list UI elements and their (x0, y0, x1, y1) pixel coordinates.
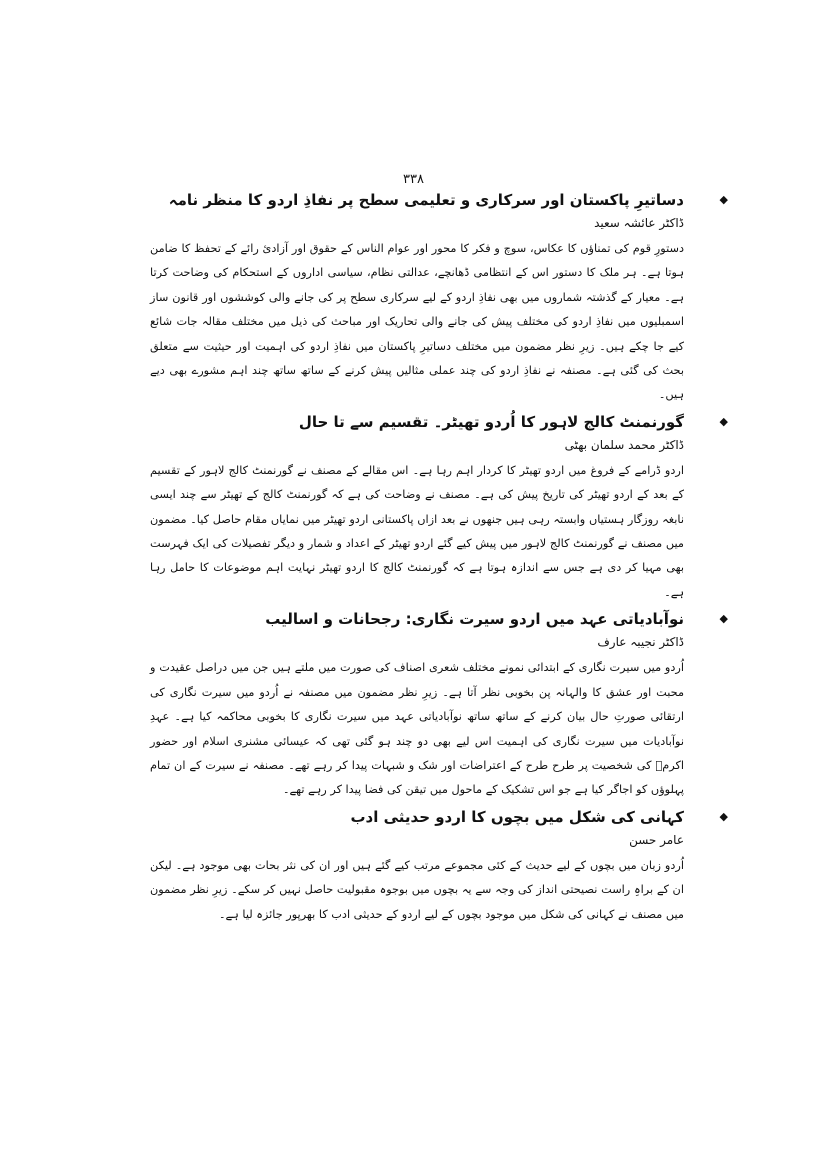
entry-title: نوآبادیاتی عہد میں اردو سیرت نگاری: رجحانات و اسالیب (265, 610, 684, 629)
diamond-bullet-icon: ◆ (719, 809, 728, 823)
entry (150, 607, 728, 802)
entry-heading (150, 607, 728, 631)
entry-heading (150, 410, 728, 434)
page-number: ۳۳۸ (403, 172, 424, 187)
entry-heading (150, 805, 728, 829)
entry (150, 805, 728, 927)
diamond-bullet-icon: ◆ (719, 612, 728, 626)
entry-summary: اُردو زبان میں بچوں کے لیے حدیث کے کئی مجموعے مرتب کیے گئے ہیں اور ان کی نثر بحات بھی موجود ہے۔ لیکن ان کے براہِ راست نصیحتی انداز کی وجہ سے یہ بچوں میں بوجوہ مقبولیت حاصل نہیں کر سکے۔ زیرِ نظر مضمون میں مصنف نے کہانی کی شکل میں موجود بچوں کے لیے اردو کے حدیثی ادب کا بھرپور جائزہ لیا ہے۔ (150, 858, 684, 921)
diamond-bullet-icon: ◆ (719, 193, 728, 206)
entry-title: دساتیرِ پاکستان اور سرکاری و تعلیمی سطح پر نفاذِ اردو کا منظر نامہ (168, 191, 684, 209)
entry-author: ڈاکٹر محمد سلمان بھٹی (564, 437, 684, 452)
entry-author: ڈاکٹر عائشہ سعید (594, 216, 684, 230)
entry-summary: اُردو میں سیرت نگاری کے ابتدائی نمونے مختلف شعری اصناف کی صورت میں ملتے ہیں جن میں دراصل عقیدت و محبت اور عشق کا والہانہ پن بخوبی نظر آتا ہے۔ زیرِ نظر مضمون میں مصنفہ نے اُردو میں سیرت نگاری کی ارتقائی صورتِ حال بیان کرنے کے ساتھ ساتھ نوآبادیاتی عہد میں سیرت نگاری کا بخوبی محاکمہ کیا ہے۔ عہدِ نوآبادیات میں سیرت نگاری کی اہمیت اس لیے بھی دو چند ہو گئی تھی کہ عیسائی مشنری اسلام اور حضور اکرمؐ کی شخصیت پر طرح طرح کے اعتراضات اور شک و شبہات پیدا کر رہے تھے۔ مصنفہ نے سیرت کے ان تمام پہلوؤں کو اجاگر کیا ہے جو اس تشکیک کے ماحول میں تیقن کی فضا پیدا کر رہے تھے۔ (150, 661, 684, 797)
entry-heading (150, 188, 728, 212)
entry-author: عامر حسن (629, 832, 684, 847)
entry-title: گورنمنٹ کالج لاہور کا اُردو تھیٹر۔ تقسیم سے تا حال (298, 412, 684, 431)
diamond-bullet-icon: ◆ (719, 414, 728, 428)
entry (150, 410, 728, 605)
entry-summary: دستورِ قوم کی تمناؤں کا عکاس، سوچ و فکر کا محور اور عوام الناس کے حقوق اور آزادیٔ رائے کے تحفظ کا ضامن ہوتا ہے۔ ہر ملک کا دستور اس کے انتظامی ڈھانچے، عدالتی نظام، سیاسی اداروں کے استحکام کی وضاحت کرتا ہے۔ معیار کے گذشتہ شماروں میں بھی نفاذِ اردو کے لیے سرکاری سطح پر کی جانے والی کوششوں اور قانون ساز اسمبلیوں میں نفاذِ اردو کی مختلف پیش کی جانے والی تحاریک اور مباحث کی ذیل میں مختلف مقالہ جات شائع کیے جا چکے ہیں۔ زیرِ نظر مضمون میں مختلف دساتیرِ پاکستان میں نفاذِ اردو کی اہمیت اور حیثیت سے متعلق بحث کی گئی ہے۔ مصنفہ نے نفاذِ اردو کی چند عملی مثالیں پیش کرنے کے ساتھ ساتھ چند اہم مشورے بھی دیے ہیں۔ (150, 242, 684, 402)
entry-author: ڈاکٹر نجیبہ عارف (597, 635, 684, 650)
entry-summary: اردو ڈرامے کے فروغ میں اردو تھیٹر کا کردار اہم رہا ہے۔ اس مقالے کے مصنف نے گورنمنٹ کالج لاہور کے تقسیم کے بعد کے اردو تھیٹر کی تاریخ پیش کی ہے۔ مصنف نے وضاحت کی ہے کہ گورنمنٹ کالج کے تھیٹر سے چند ایسی نابغہ روزگار ہستیاں وابستہ رہی ہیں جنھوں نے بعد ازاں پاکستانی اردو تھیٹر میں نمایاں مقام حاصل کیا۔ مضمون میں مصنف نے گورنمنٹ کالج لاہور میں پیش کیے گئے اردو تھیٹر کے اعداد و شمار و دیگر تفصیلات کی ایک فہرست بھی مہیا کر دی ہے جس سے اندازہ ہوتا ہے کہ گورنمنٹ کالج کا اردو تھیٹر نہایت اہم موضوعات کا حامل رہا ہے۔ (150, 463, 684, 599)
entry-title: کہانی کی شکل میں بچوں کا اردو حدیثی ادب (350, 807, 684, 826)
entries-list (150, 188, 728, 929)
entry (150, 188, 728, 408)
